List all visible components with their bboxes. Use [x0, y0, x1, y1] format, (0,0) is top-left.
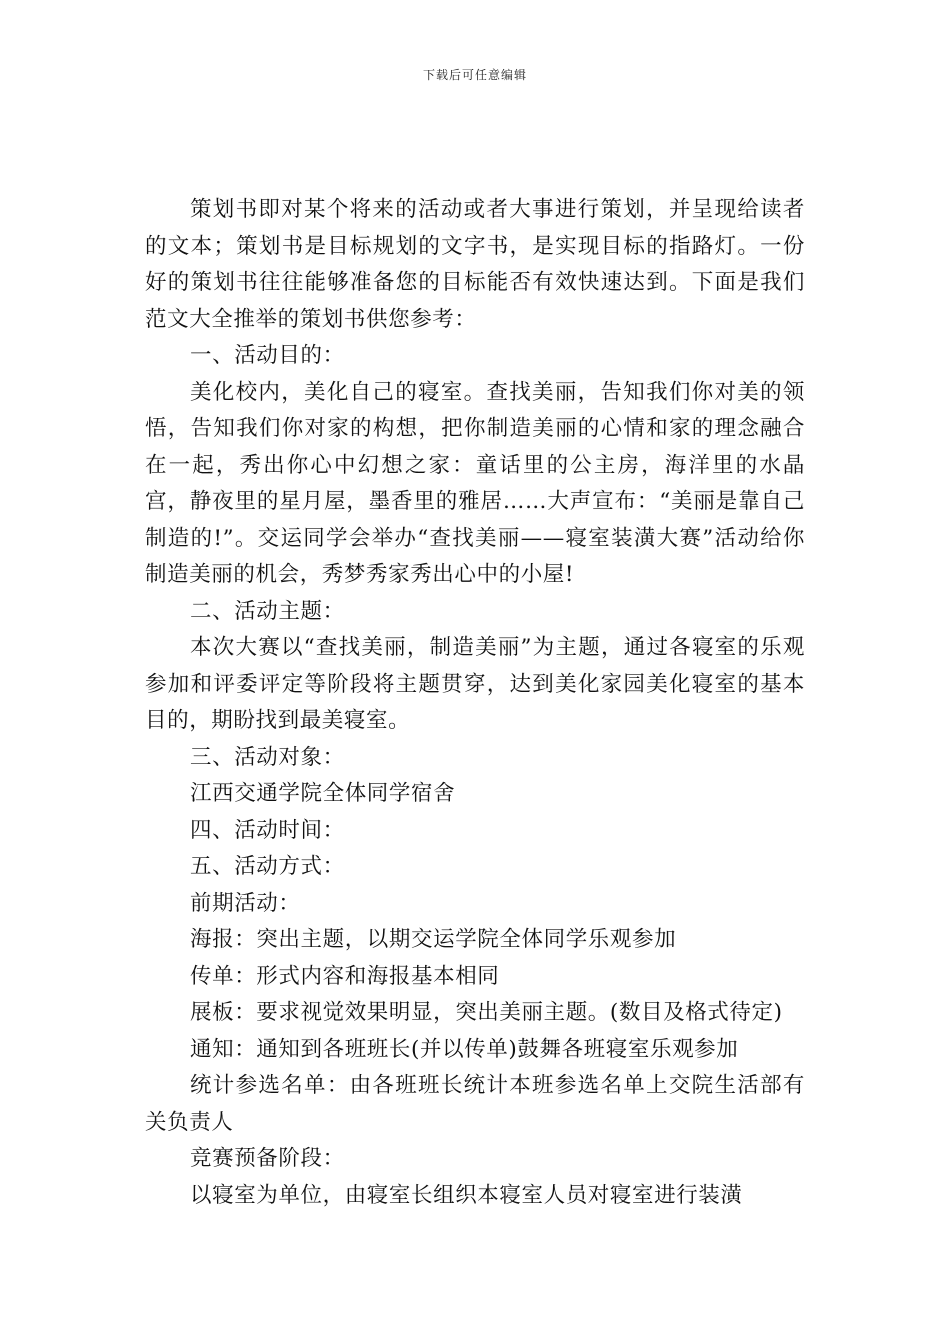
document-body [145, 192, 805, 1214]
preparation-paragraph: 以寝室为单位，由寝室长组织本寝室人员对寝室进行装潢 [190, 1182, 743, 1208]
subheading-pre-activities: 前期活动： [190, 890, 301, 916]
section-heading-purpose: 一、活动目的： [190, 343, 345, 368]
registration-item: 统计参选名单：由各班班长统计本班参选名单上交院生活部有关负责人 [145, 1073, 805, 1135]
section-heading-method: 五、活动方式： [190, 854, 345, 879]
subheading-preparation-stage: 竞赛预备阶段： [190, 1146, 345, 1171]
section-heading-time: 四、活动时间： [190, 817, 345, 843]
section-heading-audience: 三、活动对象： [190, 744, 345, 770]
poster-item: 海报：突出主题，以期交运学院全体同学乐观参加 [190, 927, 677, 952]
audience-paragraph: 江西交通学院全体同学宿舍 [190, 781, 456, 806]
purpose-paragraph: 美化校内，美化自己的寝室。查找美丽，告知我们你对美的领悟，告知我们你对家的构想，把你制造美丽的心情和家的理念融合在一起，秀出你心中幻想之家：童话里的公主房，海洋里的水晶宫，静夜里的星月屋，墨香里的雅居……大声宣布：“美丽是靠自己制造的!”。交运同学会举办“查找美丽——寝室装潢大赛”活动给你制造美丽的机会，秀梦秀家秀出心中的小屋! [145, 379, 805, 587]
flyer-item: 传单：形式内容和海报基本相同 [190, 963, 500, 989]
intro-paragraph: 策划书即对某个将来的活动或者大事进行策划，并呈现给读者的文本；策划书是目标规划的文字书，是实现目标的指路灯。一份好的策划书往往能够准备您的目标能否有效快速达到。下面是我们范文大全推举的策划书供您参考： [145, 197, 805, 332]
theme-paragraph: 本次大赛以“查找美丽，制造美丽”为主题，通过各寝室的乐观参加和评委评定等阶段将主题贯穿，达到美化家园美化寝室的基本目的，期盼找到最美寝室。 [145, 635, 805, 733]
page-header-note: 下载后可任意编辑 [422, 68, 527, 82]
notice-item: 通知：通知到各班班长(并以传单)鼓舞各班寝室乐观参加 [190, 1036, 739, 1062]
display-board-item: 展板：要求视觉效果明显，突出美丽主题。(数目及格式待定) [190, 1000, 783, 1025]
section-heading-theme: 二、活动主题： [190, 598, 345, 624]
